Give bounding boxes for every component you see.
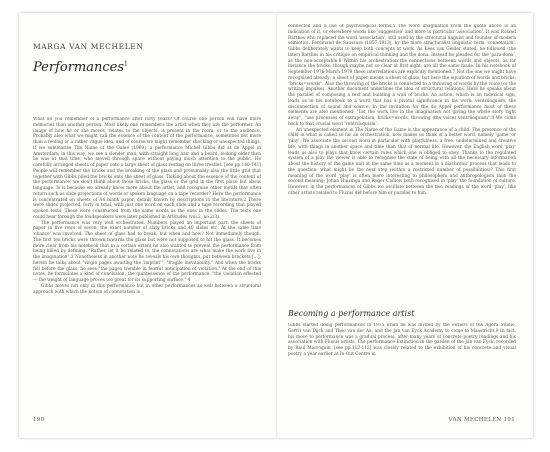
left-body-text [33,117,261,407]
page-number-left: 190 [33,417,45,423]
left-page [19,13,276,438]
body-paragraph: The performance was very well orchestrated. Numbers played an important part: the sheets of paper in five rows of seven, the exact number of sixty bricks and 40 slides etc. At the same time 'chance' was involved. The sheet of glass had to break, but when and how? Not immediately though. The first ten bricks were thrown towards the glass but were not supposed to hit the glass. It becomes more clear from his notebook that to a certain extent he also wanted to prevent the performance from being killed by defining. "Rather, let it be related to, the connotations are what make the work live in the imagination".3 Nonetheless in another note he reveals his own thoughts, put between brackets [...]; herein he talks about "virgin pages awaiting the 'imprint'", "fragile inevitability." And when the bricks fell before the glass, he sees "the pages tremble in fearful anticipation of violation." At the end of this notes, he formulates a kind of conclusion, the quintessence of the performance: "the violation effected — the weight of language proves too great for its supporting surface." 4 [33,220,261,283]
chapter-title [33,60,128,75]
body-paragraph: Gibbs moves not only in this performance but in other performances as well between a structural approach with which the notion of connotation is [33,283,261,295]
section-heading: Becoming a performance artist [288,309,415,318]
body-paragraph: What do you remember of a performance after forty years? Of course one person will have more memories than another person. Most likely one remembers the artist when they are the performer. An image of how he or she moves, relates to the objects, is present in the room, or to the audience. Probably also what we might call the essence of the content of the performance, sometimes not more than a feeling or a rather vague idea, and of course we might remember shocking or unexpected things. If we summarise The Name of the Game (1969), a performance Michel Gibbs did at de Appel in Amsterdam, in this way, we see a slender man, with straight long hair and a beard, looking older then he was at that time, who moved through space without paying much attention to the public. He carefully arranged sheets of paper onto a large sheet of glass resting on three trestles. [see pp.140-141] People will remember the bricks and the breaking of the glass and presumably also the little grid that together with Gibbs piled the bricks onto the sheet of glass. Talking about the essence of the content of the performance, we don't think about those bricks, the glass or the grid in the first place but about language. Is it because we already know more about the artist, and recognise other motifs that often return such as slide projections of words or spoken language on a tape recorder? Here the performance is concentrated on sheets of A4 blank paper, details known by descriptions in the literature.2 There were slides projected, forty in total, with just one word on each slide and a tape recording that played spoken texts. These were constructed from the same words as the ones in the slides. The texts one could hear through the loudspeakers were later published in Artitudes (vol.2, no.2/3). [33,117,261,220]
title-footnote-marker: 1 [124,60,128,68]
right-body-text [288,24,516,306]
right-page [278,13,533,438]
section-body-text [288,323,516,408]
body-paragraph: Gibbs started doing performances in 1975 when he was invited by the owners of the Agora Studio, Gerrit van Dijck and Theo van der Aa, and the Jan van Eyck Academy to come to Maastricht.9 In fact, his move to performance was a gradual process, after many years of concrete poetry readings and his association with Fluxus artists. The performance Extinction in the garden of the Jan van Eyck, recorded by Raul Marroquin, [see pp.112-113] was closely related to the exhibition of his concrete and visual poetry a year earlier at In-Out Centre in [288,323,516,357]
chapter-title-text: Performances [33,60,125,75]
book-spread [19,13,533,438]
page-number-right: VAN MECHELEN 191 [448,417,515,423]
body-paragraph: An unexpected element in The Name of the Game is the appearance of a child. The presence of the child in what is called so far an orchestration, now makes us think of a better word, namely 'game' or 'play'. We associate the second word in particular with playfulness, a free, undetermined and creative life, with things in another space and time than that of normal life. However, the English word 'play' leads us also to plays that know certain rules which one is obliged to obey. Thanks to the regulated system of a play the viewer is able to recognise the state of being with all the necessary information about the history of the game and at the same time as a moment in a diachronic process that leads to the question: what might be the next step (within a restricted number of possibilities)? This first meaning of the word 'play' is often more interesting to philosophers and anthropologists than the second meaning; Johan Huizinga and Roger Caillois both recognised in 'play' the foundation of culture. However, in the performances of Gibbs we oscillate between the two readings of the word 'play', like other artists related to Fluxus did before him or parallel to him. [288,127,516,196]
running-head: MARGA VAN MECHELEN [33,42,144,51]
body-paragraph: connected and a use of psychological terms.5 The word imagination from the quote above is an indication of it, or elsewhere words like 'suggestion' and more in particular 'association'. It was Roland Barthes who replaced the word 'association', still used by the structural linguist and founder of modern semiotics, Ferdinand de Saussure (1857-1913), by the more structuralist linguistic term 'connotation'. Gibbs deliberately wants to keep both concepts at work. As Kees van Gelder stated, he followed (the later) Barthes in his critique on empirical thinking and the dona. Instead he pleaded for the 'para-dona', as the non-acceptable.6 Within his orchestration the connections between words and objects, as for instance the bricks, though maybe not so clear at first sight, are all the same made. In his notebook of September 1976-March 1979 these interrelations are explicitly mentioned.7 Not the one we might have recognised already: a sheet of paper means a sheet of glass, but here the equation of words and bricks: "bricks=words". Also the throwing of the bricks is connected to a throwing of words by the voice (or the writing impulse). Another document underlines the idea of structural relations. Here he speaks about the parallel of composing a text and building a wall of bricks. An action, which is an indexical sign, leads us in his notebook to a word that has a pivotal significance in his work: ventriloquism, the disconnection of sound and source. In the invitation for the de Appel performance most of these elements are also mentioned: "Let the work live in the imagination not giving the whole story right away", "use processes of extrapolation, bricks=words, throwing (the voice) ventriloquism".8 We come back to that crucial word 'ventriloquism'. [288,24,516,127]
